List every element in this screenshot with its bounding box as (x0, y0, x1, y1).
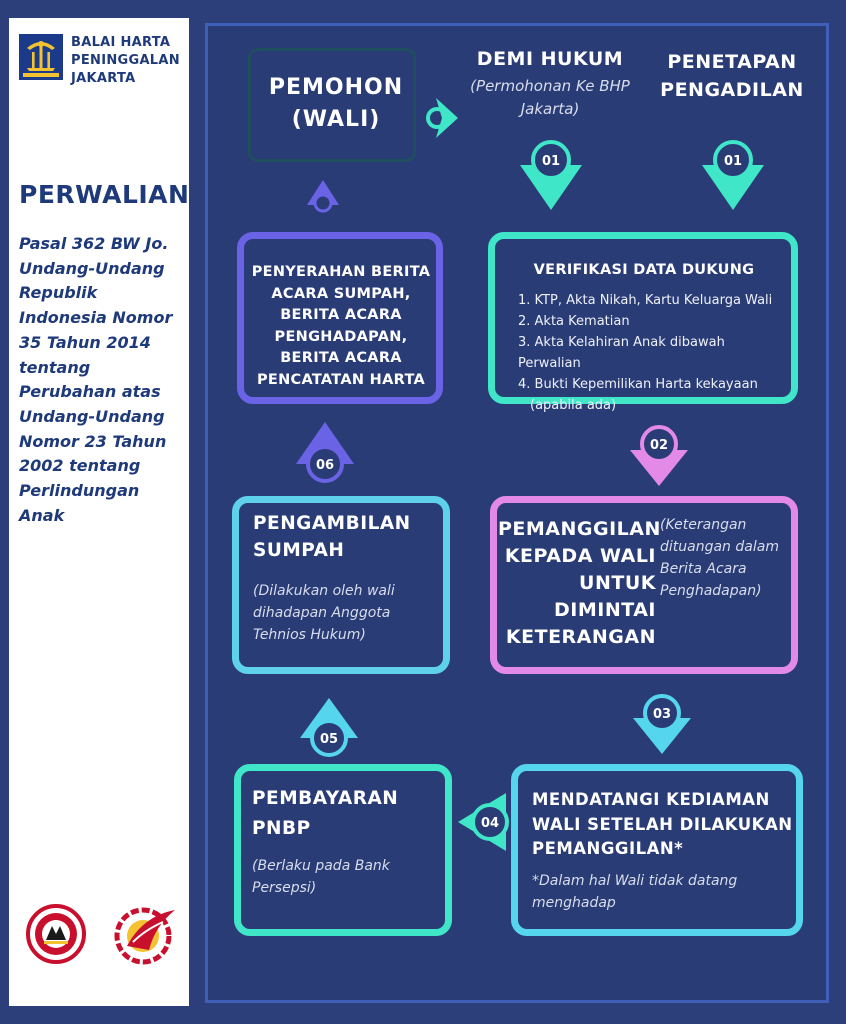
step-number: 04 (480, 816, 500, 831)
step-01-arrow (520, 142, 582, 210)
step-01-arrow (702, 142, 764, 210)
legal-basis-text: Pasal 362 BW Jo. Undang-Undang Republik Indonesia Nomor 35 Tahun 2014 tentang Perubahan atas Undang-Undang Nomor 23 Tahun 2002 tentang Perlindungan Anak (19, 234, 173, 525)
list-item: (apabila ada) (530, 398, 617, 413)
arrow-up-icon (307, 180, 339, 211)
step-number: 02 (649, 438, 669, 453)
step-number: 03 (652, 707, 672, 722)
mendatangi-title: MENDATANGI KEDIAMAN WALI SETELAH DILAKUKAN PEMANGGILAN* (532, 790, 793, 858)
logo-line: BALAI HARTA (71, 35, 171, 50)
pembayaran-note: (Berlaku pada Bank Persepsi) (252, 858, 390, 896)
penyerahan-label: PENYERAHAN BERITA ACARA SUMPAH, BERITA ACARA PENGHADAPAN, BERITA ACARA PENCATATAN HARTA (251, 264, 431, 388)
step-number: 06 (315, 458, 335, 473)
step-03-arrow (633, 696, 691, 754)
pembayaran-title: PEMBAYARAN PNBP (252, 788, 399, 839)
step-number: 01 (723, 154, 743, 169)
step-02-arrow (630, 427, 688, 486)
pemanggilan-note: (Keterangan dituangan dalam Berita Acara Penghadapan) (660, 517, 779, 599)
pemanggilan-title: PEMANGGILAN KEPADA WALI UNTUK DIMINTAI KETERANGAN (498, 518, 661, 648)
step-06-arrow (296, 422, 354, 481)
mendatangi-note: *Dalam hal Wali tidak datang menghadap (532, 873, 738, 911)
step-05-arrow (300, 698, 358, 755)
list-item: 1. KTP, Akta Nikah, Kartu Keluarga Wali (518, 293, 773, 308)
step-number: 05 (319, 732, 339, 747)
step-04-arrow (458, 793, 507, 851)
verifikasi-title: VERIFIKASI DATA DUKUNG (533, 262, 755, 278)
page-title: PERWALIAN (19, 180, 190, 209)
list-item: 3. Akta Kelahiran Anak dibawah Perwalian (518, 335, 725, 371)
pengambilan-title: PENGAMBILAN SUMPAH (253, 513, 411, 561)
step-number: 01 (541, 154, 561, 169)
pemohon-label: PEMOHON (WALI) (268, 75, 404, 132)
logo-line: JAKARTA (71, 71, 136, 86)
penetapan-pengadilan-label: PENETAPAN PENGADILAN (660, 51, 804, 101)
pengambilan-note: (Dilakukan oleh wali dihadapan Anggota Tehnios Hukum) (253, 583, 395, 643)
logo-line: PENINGGALAN (71, 53, 180, 68)
list-item: 4. Bukti Kepemilikan Harta kekayaan (518, 377, 758, 392)
list-item: 2. Akta Kematian (518, 314, 630, 329)
demi-hukum-subtitle: (Permohonan Ke BHP Jakarta) (470, 77, 630, 118)
arrow-right-icon (428, 98, 458, 138)
verifikasi-list (518, 290, 788, 416)
demi-hukum-title: DEMI HUKUM (476, 48, 624, 70)
